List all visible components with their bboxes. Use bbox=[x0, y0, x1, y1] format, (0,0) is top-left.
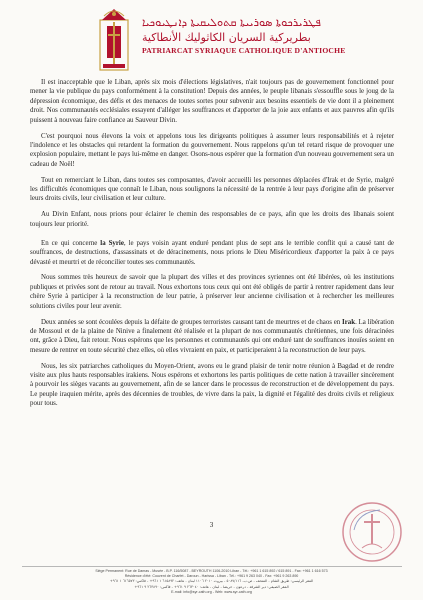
emphasis-syria: la Syrie bbox=[100, 239, 124, 247]
emphasis-iraq: Irak bbox=[342, 318, 356, 326]
paragraph-text: , le pays voisin ayant enduré pendant plus de sept ans le terrible conflit qui a causé tant de souffrances, de destructions, d'assassinats et de déracinements, nous prions le Dieu Miséricordieux d'apporter la paix à ce pays dévasté et meurtri et de réconcilier toutes ses communautés. bbox=[30, 239, 394, 266]
patriarchate-emblem-icon bbox=[94, 6, 134, 76]
footer-address-seat-arabic: المقر الرئيسي: طريق الشام - المتحف - ص.ب. ٥٠٨٧/١١٦ - بيروت ٢٠١٠ ١١٠٦ لبنان - هاتف: ٦١٥٨٩٢ ١ ٩٦١+ - فاكس: ٦١٦٥٧٣ ١ ٩٦١+ bbox=[109, 579, 314, 584]
paragraph-text: En ce qui concerne bbox=[41, 239, 101, 247]
syriac-name: ܦܛܪܝܪܟܘܬܐ ܣܘܪܝܝܬܐ ܩܬܘܠܝܩܝܬܐ ܕܐܢܛܝܘܟܝܐ bbox=[142, 16, 321, 29]
letterhead-footer bbox=[0, 566, 423, 595]
footer-address-seat: Siège Permanent: Rue de Damas - Musée - B.P. 116/5087 - BEYROUTH 1106-2010 Liban - Tél.: +961 1 615 892 / 615 891 - Fax: +961 1 616 573 bbox=[95, 569, 328, 573]
paragraph: Nous, les six patriarches catholiques du Moyen-Orient, avons eu le grand plaisir de tenir notre réunion à Bagdad et de rendre visite aux plus hauts responsables irakiens. Nous espérons et exhortons les partis politiques de cette nation à travailler sincèrement à pourvoir les sièges vacants au gouvernement, afin de se lancer dans le processus de reconstruction et de développement du pays. Le peuple iraquien mérite, après des décennies de troubles, de vivre dans la paix, la dignité et l'égalité des droits civils et religieux pour tous. bbox=[30, 362, 394, 408]
letter-body bbox=[30, 78, 394, 415]
paragraph bbox=[30, 318, 394, 356]
paragraph: Tout en remerciant le Liban, dans toutes ses composantes, d'avoir accueilli les personnes déplacées d'Irak et de Syrie, malgré les difficultés économiques que connaît le Liban, nous soulignons la nécessité de la rentrée à leur pays d'origine afin de préserver leurs droits civils, leur civilisation et leur culture. bbox=[30, 176, 394, 203]
paragraph: C'est pourquoi nous élevons la voix et appelons tous les dirigeants politiques à assumer leurs responsabilités et à rejeter l'indolence et les obstacles qui retardent la formation du gouvernement. Nous rappelons qu'un tel retard risque de provoquer une explosion populaire, mettant le pays lui-même en danger. Osons-nous espérer que la formation d'un nouveau gouvernement sera un cadeau de Noël! bbox=[30, 132, 394, 168]
footer-contact: E-mail: info@syr-cath.org - Web: www.syr-cath.org bbox=[171, 589, 252, 594]
arabic-name: بطريركية السريان الكاثوليك الأنطاكية bbox=[142, 31, 311, 44]
official-seal-icon bbox=[340, 500, 404, 564]
footer-address-summer: Résidence d'été: Couvent de Charfet - Daroun - Harissa - Liban - Tél.: +961 9 263 040 - Fax: +961 9 263 890 bbox=[124, 574, 299, 579]
paragraph: Au Divin Enfant, nous prions pour éclairer le chemin des responsables de ce pays, afin que les droits des libanais soient toujours leur priorité. bbox=[30, 211, 394, 228]
footer-divider bbox=[22, 566, 402, 567]
paragraph bbox=[30, 239, 394, 267]
footer-address-summer-arabic: المقر الصيفي: دير الشرفة - درعون - حريصا - لبنان - هاتف: ٢٦٣٠٤٠ ٩ ٩٦١+ - فاكس: ٢٦٣٨٩٠ ٩ ٩٦١+ bbox=[134, 584, 289, 589]
paragraph-text: . La libération de Mossoul et de la plaine de Ninive a finalement été réalisée et la plupart de nos communautés chrétiennes, une fois déracinées ont, grâce à Dieu, fait retour. Nous espérons que les personnes et communautés qui ont enduré tant de souffrances inouïes soient en mesure de rentrer en toute sécurité chez elles, où elles vivraient en paix, et participeraient à la reconstruction de leur pays. bbox=[30, 318, 394, 354]
letterhead bbox=[94, 6, 414, 80]
page-number: 3 bbox=[209, 521, 214, 529]
paragraph-text: Deux années se sont écoulées depuis la défaite de groupes terroristes causant tant de meurtres et de chaos en bbox=[41, 318, 343, 326]
paragraph: Nous sommes très heureux de savoir que la plupart des villes et des provinces syriennes ont été libérées, où les institutions publiques et privées sont de retour au travail. Nous exhortons tous ceux qui ont été obligés de partir à rentrer rapidement dans leur chère Syrie à participer à la reconstruction de leur patrie, à préserver leur ancienne civilisation et à rechercher les meilleures solutions civiles pour leur avenir. bbox=[30, 274, 394, 310]
paragraph: Il est inacceptable que le Liban, après six mois d'élections législatives, n'ait toujours pas de gouvernement fonctionnel pour mener la vie publique du pays conformément à la constitution! Depuis des années, le peuple libanais s'essouffle sous le joug de la dépression économique, des défis et des menaces de toutes sortes pour subvenir aux besoins essentiels de vie dont il a pleinement droit. Nos communautés ecclésiales essayent d'alléger les souffrances et d'apporter de la joie aux enfants et aux pauvres afin qu'ils puissent à nouveau faire confiance au Sauveur Divin. bbox=[30, 79, 394, 124]
latin-name: PATRIARCAT SYRIAQUE CATHOLIQUE D'ANTIOCHE bbox=[142, 46, 346, 55]
